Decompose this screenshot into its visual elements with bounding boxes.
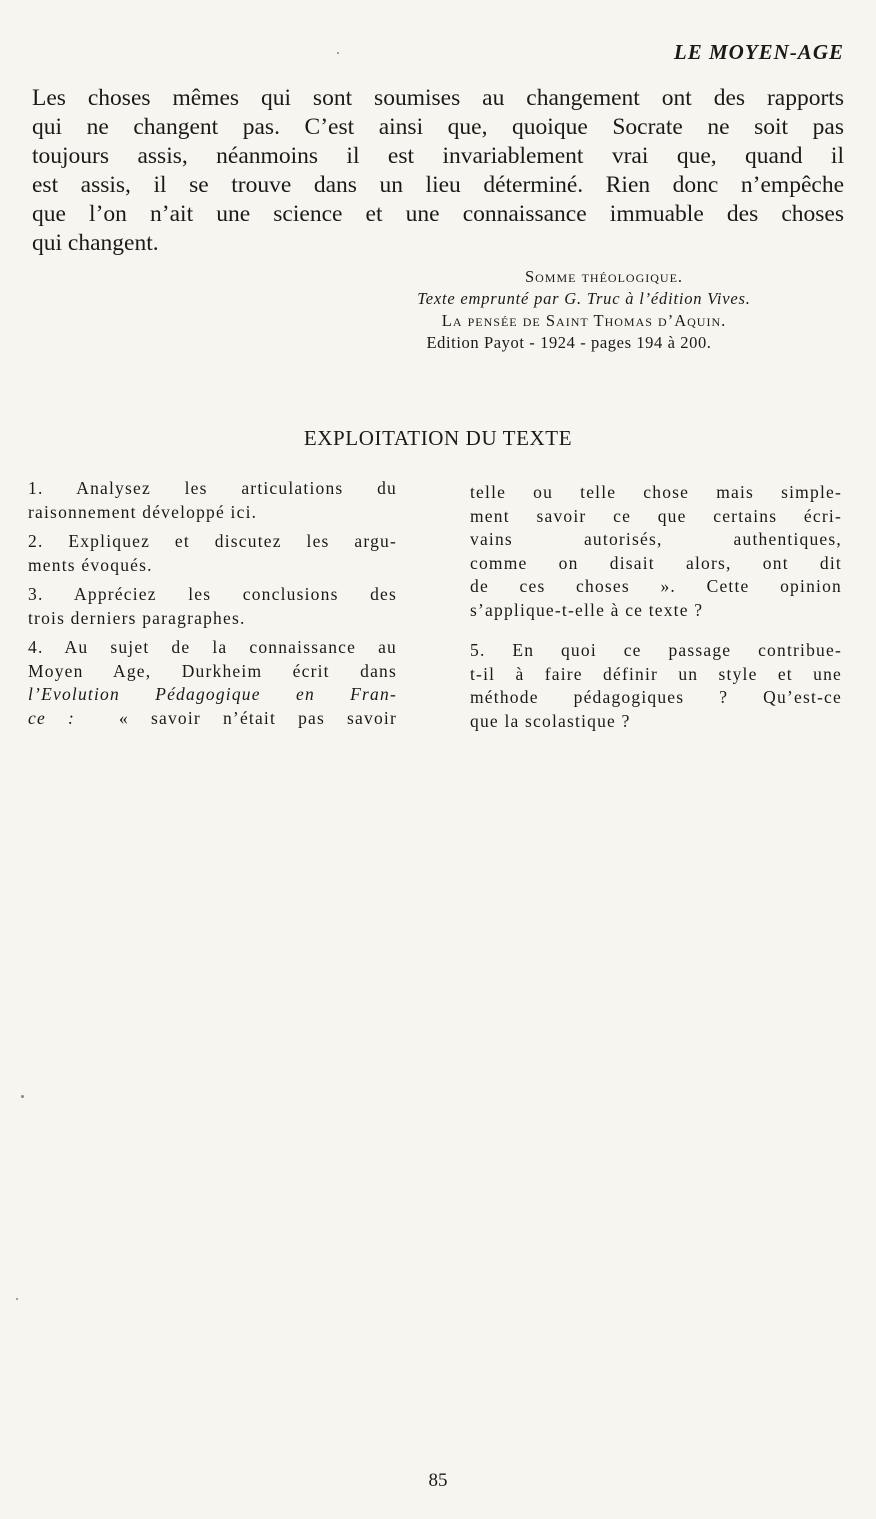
question-4 <box>28 636 397 730</box>
question-line: méthode pédagogiques ? Qu’est-ce <box>470 687 842 707</box>
question-line: raisonnement développé ici. <box>28 501 258 522</box>
source-book-title: La pensée de Saint Thomas d’Aquin. <box>441 311 727 330</box>
paper-speck <box>21 1095 24 1098</box>
question-line: 2. Expliquez et discutez les argu- <box>28 531 397 551</box>
main-text-line: est assis, il se trouve dans un lieu déterminé. Rien donc n’empêche <box>32 172 844 198</box>
question-1 <box>28 477 397 524</box>
question-line: de ces choses ». Cette opinion <box>470 576 842 596</box>
question-line: ments évoqués. <box>28 554 153 575</box>
book-title-italic: l’Evolution Pédagogique en Fran- <box>28 684 397 704</box>
question-line: 3. Appréciez les conclusions des <box>28 584 397 604</box>
main-text-paragraph <box>32 84 844 258</box>
question-5 <box>470 639 842 733</box>
questions-right-column <box>470 481 842 739</box>
question-line: Moyen Age, Durkheim écrit dans <box>28 660 397 681</box>
question-line: trois derniers paragraphes. <box>28 607 246 628</box>
question-line <box>28 707 397 731</box>
paper-speck <box>16 1298 18 1300</box>
question-line: t-il à faire définir un style et une <box>470 663 842 684</box>
question-4-continued <box>470 481 842 622</box>
question-line: que la scolastique ? <box>470 710 631 731</box>
quote-start: « savoir n’était pas savoir <box>119 707 397 728</box>
question-line: vains autorisés, authentiques, <box>470 529 842 549</box>
main-text-line: toujours assis, néanmoins il est invariablement vrai que, quand il <box>32 143 844 169</box>
questions-left-column <box>28 477 397 736</box>
running-head: LE MOYEN-AGE <box>673 40 844 64</box>
main-text-line: qui ne changent pas. C’est ainsi que, quoique Socrate ne soit pas <box>32 114 844 140</box>
source-work-title: Somme théologique. <box>524 267 684 286</box>
question-2 <box>28 530 397 577</box>
exploitation-title: EXPLOITATION DU TEXTE <box>303 426 573 450</box>
question-3 <box>28 583 397 630</box>
source-borrowed-note: Texte emprunté par G. Truc à l’édition Vives. <box>417 289 751 308</box>
source-edition: Edition Payot - 1924 - pages 194 à 200. <box>426 333 712 352</box>
paper-speck <box>337 52 339 54</box>
question-line: 4. Au sujet de la connaissance au <box>28 637 397 657</box>
question-line: telle ou telle chose mais simple- <box>470 482 842 502</box>
main-text-line: Les choses mêmes qui sont soumises au changement ont des rapports <box>32 85 844 111</box>
book-title-italic: ce : <box>28 707 75 728</box>
question-line: ment savoir ce que certains écri- <box>470 505 842 526</box>
question-line: 1. Analysez les articulations du <box>28 478 397 498</box>
question-line: comme on disait alors, ont dit <box>470 552 842 573</box>
question-line: s’applique-t-elle à ce texte ? <box>470 599 704 620</box>
question-line: 5. En quoi ce passage contribue- <box>470 640 842 660</box>
main-text-line: que l’on n’ait une science et une connaissance immuable des choses <box>32 201 844 227</box>
source-citation <box>324 266 844 354</box>
page-number: 85 <box>428 1470 448 1491</box>
main-text-line: qui changent. <box>32 230 159 256</box>
